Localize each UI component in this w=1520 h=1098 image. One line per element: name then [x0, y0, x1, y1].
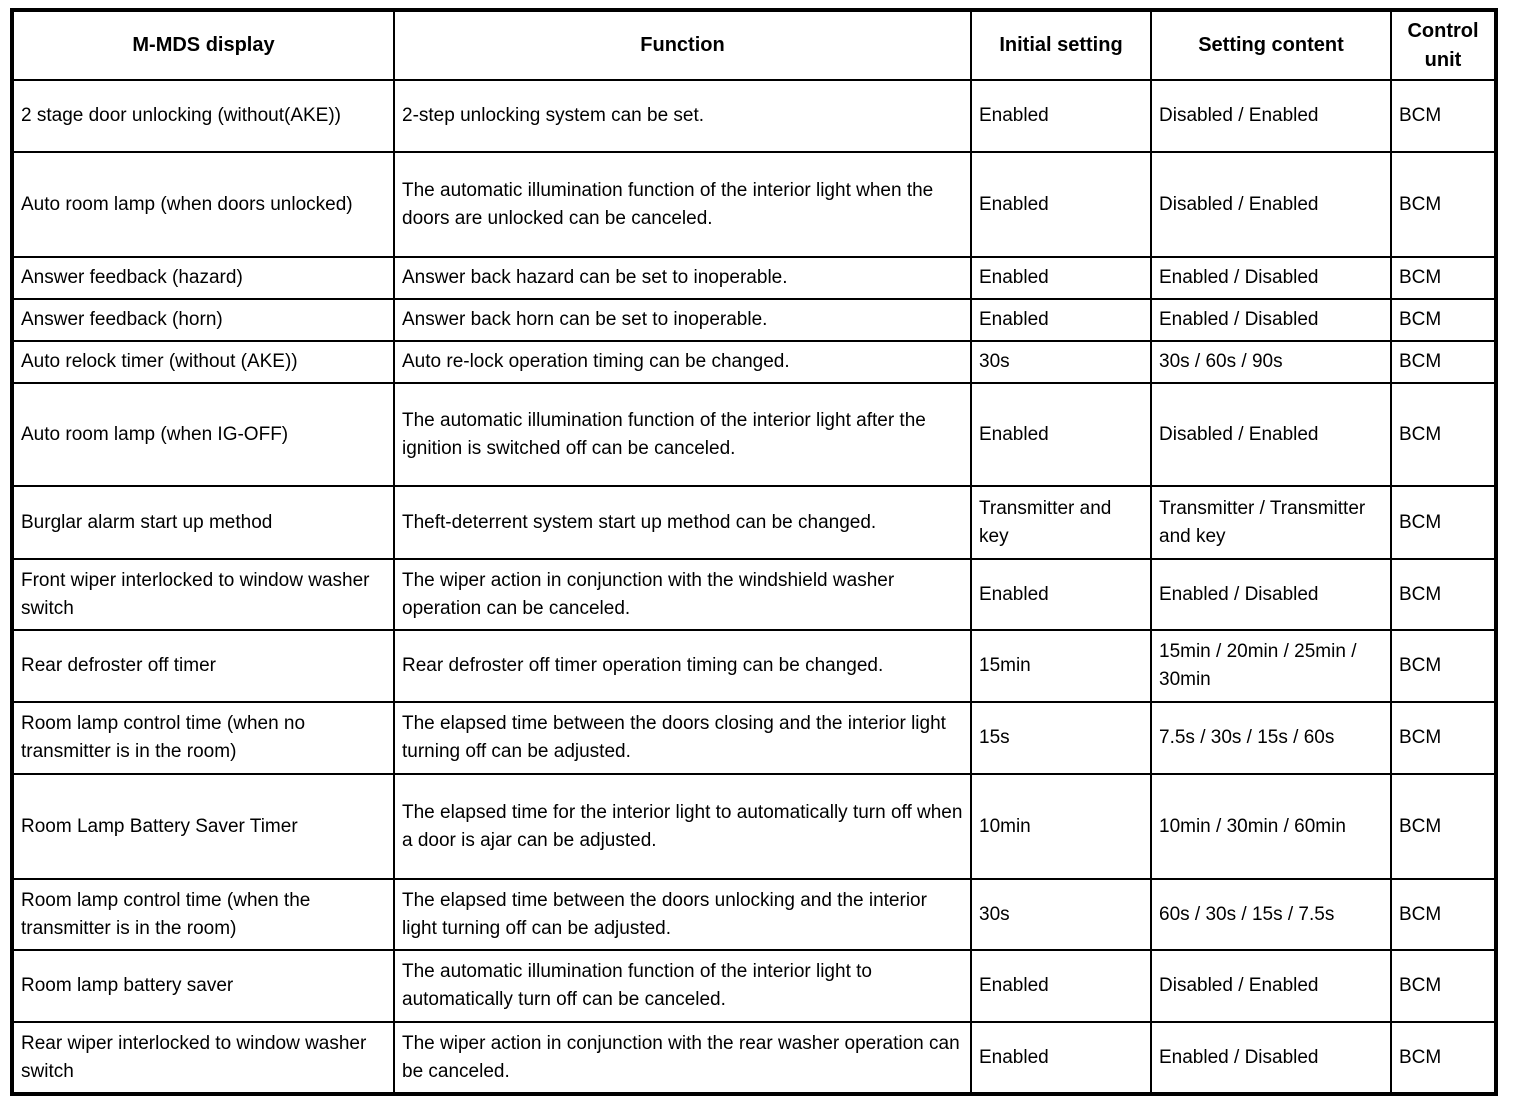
cell-function: The wiper action in conjunction with the windshield washer operation can be canceled. — [394, 559, 971, 630]
cell-content: 15min / 20min / 25min / 30min — [1151, 630, 1391, 702]
cell-function: Answer back hazard can be set to inoperable. — [394, 257, 971, 299]
cell-function: The elapsed time for the interior light to automatically turn off when a door is ajar can be adjusted. — [394, 774, 971, 879]
cell-initial: 30s — [971, 341, 1151, 383]
cell-content: 7.5s / 30s / 15s / 60s — [1151, 702, 1391, 774]
cell-function: The elapsed time between the doors closing and the interior light turning off can be adjusted. — [394, 702, 971, 774]
cell-display: Answer feedback (hazard) — [12, 257, 394, 299]
cell-function: Auto re-lock operation timing can be changed. — [394, 341, 971, 383]
cell-content: Enabled / Disabled — [1151, 299, 1391, 341]
cell-content: Disabled / Enabled — [1151, 80, 1391, 152]
cell-content: Disabled / Enabled — [1151, 950, 1391, 1022]
cell-function: The automatic illumination function of the interior light when the doors are unlocked can be canceled. — [394, 152, 971, 257]
cell-unit: BCM — [1391, 299, 1496, 341]
cell-initial: Enabled — [971, 299, 1151, 341]
cell-display: Auto room lamp (when doors unlocked) — [12, 152, 394, 257]
cell-content: Enabled / Disabled — [1151, 1022, 1391, 1094]
table-row — [12, 559, 1496, 630]
cell-unit: BCM — [1391, 559, 1496, 630]
cell-function: The automatic illumination function of the interior light after the ignition is switched off can be canceled. — [394, 383, 971, 486]
cell-unit: BCM — [1391, 152, 1496, 257]
cell-initial: Enabled — [971, 257, 1151, 299]
table-row — [12, 80, 1496, 152]
cell-unit: BCM — [1391, 630, 1496, 702]
cell-initial: Enabled — [971, 950, 1151, 1022]
cell-unit: BCM — [1391, 383, 1496, 486]
table-row — [12, 950, 1496, 1022]
mmds-settings-table — [10, 8, 1498, 1096]
cell-content: 30s / 60s / 90s — [1151, 341, 1391, 383]
cell-initial: 15min — [971, 630, 1151, 702]
table-row — [12, 257, 1496, 299]
cell-display: Room lamp control time (when no transmitter is in the room) — [12, 702, 394, 774]
cell-display: Front wiper interlocked to window washer switch — [12, 559, 394, 630]
cell-content: Enabled / Disabled — [1151, 257, 1391, 299]
cell-display: Room lamp battery saver — [12, 950, 394, 1022]
cell-content: 10min / 30min / 60min — [1151, 774, 1391, 879]
table-row — [12, 774, 1496, 879]
cell-initial: Enabled — [971, 80, 1151, 152]
cell-initial: 30s — [971, 879, 1151, 950]
table-row — [12, 383, 1496, 486]
header-function: Function — [394, 10, 971, 80]
table-row — [12, 486, 1496, 559]
cell-initial: 10min — [971, 774, 1151, 879]
cell-display: Answer feedback (horn) — [12, 299, 394, 341]
header-initial-setting: Initial setting — [971, 10, 1151, 80]
table-header-row — [12, 10, 1496, 80]
cell-display: Room Lamp Battery Saver Timer — [12, 774, 394, 879]
cell-function: 2-step unlocking system can be set. — [394, 80, 971, 152]
cell-unit: BCM — [1391, 1022, 1496, 1094]
cell-function: The elapsed time between the doors unlocking and the interior light turning off can be adjusted. — [394, 879, 971, 950]
cell-content: Enabled / Disabled — [1151, 559, 1391, 630]
cell-display: Auto relock timer (without (AKE)) — [12, 341, 394, 383]
cell-function: The automatic illumination function of the interior light to automatically turn off can be canceled. — [394, 950, 971, 1022]
header-control-unit: Control unit — [1391, 10, 1496, 80]
cell-display: Room lamp control time (when the transmitter is in the room) — [12, 879, 394, 950]
table-row — [12, 341, 1496, 383]
table-row — [12, 702, 1496, 774]
table-row — [12, 299, 1496, 341]
cell-initial: Enabled — [971, 1022, 1151, 1094]
cell-unit: BCM — [1391, 879, 1496, 950]
cell-initial: Enabled — [971, 152, 1151, 257]
cell-unit: BCM — [1391, 950, 1496, 1022]
cell-function: Rear defroster off timer operation timing can be changed. — [394, 630, 971, 702]
cell-display: 2 stage door unlocking (without(AKE)) — [12, 80, 394, 152]
cell-unit: BCM — [1391, 341, 1496, 383]
cell-initial: Transmitter and key — [971, 486, 1151, 559]
cell-function: Theft-deterrent system start up method can be changed. — [394, 486, 971, 559]
cell-unit: BCM — [1391, 257, 1496, 299]
cell-initial: Enabled — [971, 383, 1151, 486]
table-row — [12, 152, 1496, 257]
table-row — [12, 879, 1496, 950]
table-row — [12, 630, 1496, 702]
cell-display: Rear wiper interlocked to window washer switch — [12, 1022, 394, 1094]
cell-unit: BCM — [1391, 774, 1496, 879]
cell-initial: Enabled — [971, 559, 1151, 630]
cell-unit: BCM — [1391, 702, 1496, 774]
table-row — [12, 1022, 1496, 1094]
cell-initial: 15s — [971, 702, 1151, 774]
cell-content: 60s / 30s / 15s / 7.5s — [1151, 879, 1391, 950]
cell-function: Answer back horn can be set to inoperable. — [394, 299, 971, 341]
header-mmds-display: M-MDS display — [12, 10, 394, 80]
cell-unit: BCM — [1391, 80, 1496, 152]
header-setting-content: Setting content — [1151, 10, 1391, 80]
cell-display: Auto room lamp (when IG-OFF) — [12, 383, 394, 486]
cell-display: Rear defroster off timer — [12, 630, 394, 702]
cell-display: Burglar alarm start up method — [12, 486, 394, 559]
cell-function: The wiper action in conjunction with the rear washer operation can be canceled. — [394, 1022, 971, 1094]
cell-content: Disabled / Enabled — [1151, 152, 1391, 257]
cell-content: Disabled / Enabled — [1151, 383, 1391, 486]
cell-unit: BCM — [1391, 486, 1496, 559]
cell-content: Transmitter / Transmitter and key — [1151, 486, 1391, 559]
